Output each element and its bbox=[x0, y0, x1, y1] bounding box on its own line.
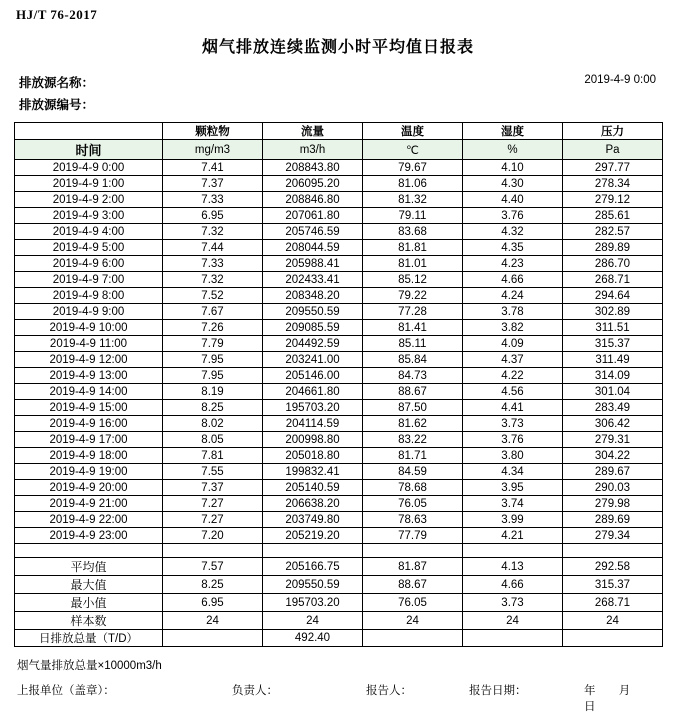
cell-pressure: 311.51 bbox=[563, 320, 663, 336]
footer-signature-row bbox=[14, 682, 662, 713]
cell-humidity: 4.21 bbox=[463, 528, 563, 544]
cell-humidity: 4.37 bbox=[463, 352, 563, 368]
cell-pressure: 301.04 bbox=[563, 384, 663, 400]
cell-flow: 205146.00 bbox=[263, 368, 363, 384]
cell-humidity: 3.99 bbox=[463, 512, 563, 528]
cell-time: 2019-4-9 1:00 bbox=[15, 176, 163, 192]
table-unit-row bbox=[15, 140, 663, 160]
summary-particulate: 24 bbox=[163, 612, 263, 630]
table-row bbox=[15, 192, 663, 208]
footer-note: 烟气量排放总量×10000m3/h bbox=[17, 660, 162, 672]
table-row bbox=[15, 256, 663, 272]
footer-responsible: 负责人： bbox=[232, 685, 278, 697]
cell-flow: 195703.20 bbox=[263, 400, 363, 416]
table-row bbox=[15, 352, 663, 368]
table-row bbox=[15, 480, 663, 496]
cell-pressure: 289.69 bbox=[563, 512, 663, 528]
summary-label: 最大值 bbox=[15, 576, 163, 594]
cell-temperature: 81.01 bbox=[363, 256, 463, 272]
cell-time: 2019-4-9 2:00 bbox=[15, 192, 163, 208]
cell-temperature: 84.59 bbox=[363, 464, 463, 480]
cell-pressure: 315.37 bbox=[563, 336, 663, 352]
cell-temperature: 79.11 bbox=[363, 208, 463, 224]
table-row bbox=[15, 208, 663, 224]
cell-humidity: 4.22 bbox=[463, 368, 563, 384]
footer-report-unit: 上报单位（盖章）： bbox=[17, 685, 115, 697]
cell-flow: 200998.80 bbox=[263, 432, 363, 448]
cell-time: 2019-4-9 21:00 bbox=[15, 496, 163, 512]
summary-pressure: 292.58 bbox=[563, 558, 663, 576]
standard-code: HJ/T 76-2017 bbox=[16, 7, 98, 22]
daily-total-value: 492.40 bbox=[263, 630, 363, 647]
summary-humidity: 3.73 bbox=[463, 594, 563, 612]
cell-particulate: 7.27 bbox=[163, 512, 263, 528]
cell-time: 2019-4-9 8:00 bbox=[15, 288, 163, 304]
cell-humidity: 4.35 bbox=[463, 240, 563, 256]
summary-row-daily-total bbox=[15, 630, 663, 647]
summary-flow: 195703.20 bbox=[263, 594, 363, 612]
measurement-table bbox=[14, 122, 663, 647]
header-cell-pressure: 压力 bbox=[563, 123, 663, 140]
summary-flow: 205166.75 bbox=[263, 558, 363, 576]
daily-total-blank-1 bbox=[163, 630, 263, 647]
table-row bbox=[15, 528, 663, 544]
cell-pressure: 279.98 bbox=[563, 496, 663, 512]
cell-particulate: 7.95 bbox=[163, 352, 263, 368]
cell-pressure: 278.34 bbox=[563, 176, 663, 192]
cell-humidity: 4.24 bbox=[463, 288, 563, 304]
header-cell-flow: 流量 bbox=[263, 123, 363, 140]
cell-humidity: 4.23 bbox=[463, 256, 563, 272]
summary-humidity: 4.13 bbox=[463, 558, 563, 576]
cell-particulate: 7.32 bbox=[163, 272, 263, 288]
cell-temperature: 78.63 bbox=[363, 512, 463, 528]
cell-flow: 203749.80 bbox=[263, 512, 363, 528]
cell-temperature: 85.84 bbox=[363, 352, 463, 368]
cell-particulate: 7.37 bbox=[163, 176, 263, 192]
summary-temperature: 24 bbox=[363, 612, 463, 630]
cell-temperature: 79.22 bbox=[363, 288, 463, 304]
cell-flow: 204114.59 bbox=[263, 416, 363, 432]
cell-time: 2019-4-9 5:00 bbox=[15, 240, 163, 256]
cell-humidity: 4.34 bbox=[463, 464, 563, 480]
table-row bbox=[15, 384, 663, 400]
cell-time: 2019-4-9 11:00 bbox=[15, 336, 163, 352]
summary-temperature: 76.05 bbox=[363, 594, 463, 612]
summary-pressure: 268.71 bbox=[563, 594, 663, 612]
cell-particulate: 7.27 bbox=[163, 496, 263, 512]
cell-humidity: 4.66 bbox=[463, 272, 563, 288]
header-cell-blank bbox=[15, 123, 163, 140]
cell-time: 2019-4-9 16:00 bbox=[15, 416, 163, 432]
cell-time: 2019-4-9 19:00 bbox=[15, 464, 163, 480]
summary-label: 平均值 bbox=[15, 558, 163, 576]
cell-particulate: 7.37 bbox=[163, 480, 263, 496]
cell-temperature: 81.71 bbox=[363, 448, 463, 464]
table-row bbox=[15, 304, 663, 320]
summary-row-sample-count bbox=[15, 612, 663, 630]
cell-pressure: 302.89 bbox=[563, 304, 663, 320]
unit-cell-temperature: ℃ bbox=[363, 140, 463, 160]
daily-total-blank-3 bbox=[463, 630, 563, 647]
cell-time: 2019-4-9 4:00 bbox=[15, 224, 163, 240]
cell-humidity: 3.73 bbox=[463, 416, 563, 432]
cell-particulate: 7.20 bbox=[163, 528, 263, 544]
summary-flow: 209550.59 bbox=[263, 576, 363, 594]
cell-particulate: 7.32 bbox=[163, 224, 263, 240]
cell-flow: 209550.59 bbox=[263, 304, 363, 320]
cell-pressure: 290.03 bbox=[563, 480, 663, 496]
table-row bbox=[15, 496, 663, 512]
cell-time: 2019-4-9 14:00 bbox=[15, 384, 163, 400]
cell-temperature: 76.05 bbox=[363, 496, 463, 512]
summary-flow: 24 bbox=[263, 612, 363, 630]
cell-time: 2019-4-9 18:00 bbox=[15, 448, 163, 464]
cell-time: 2019-4-9 22:00 bbox=[15, 512, 163, 528]
cell-pressure: 282.57 bbox=[563, 224, 663, 240]
cell-particulate: 8.19 bbox=[163, 384, 263, 400]
cell-pressure: 304.22 bbox=[563, 448, 663, 464]
cell-particulate: 7.95 bbox=[163, 368, 263, 384]
cell-temperature: 81.32 bbox=[363, 192, 463, 208]
cell-time: 2019-4-9 0:00 bbox=[15, 160, 163, 176]
cell-temperature: 85.11 bbox=[363, 336, 463, 352]
cell-time: 2019-4-9 23:00 bbox=[15, 528, 163, 544]
cell-flow: 208044.59 bbox=[263, 240, 363, 256]
cell-time: 2019-4-9 9:00 bbox=[15, 304, 163, 320]
cell-particulate: 7.41 bbox=[163, 160, 263, 176]
summary-temperature: 81.87 bbox=[363, 558, 463, 576]
cell-flow: 205018.80 bbox=[263, 448, 363, 464]
cell-particulate: 7.52 bbox=[163, 288, 263, 304]
table-row bbox=[15, 272, 663, 288]
cell-time: 2019-4-9 3:00 bbox=[15, 208, 163, 224]
cell-humidity: 3.95 bbox=[463, 480, 563, 496]
unit-cell-particulate: mg/m3 bbox=[163, 140, 263, 160]
cell-flow: 204492.59 bbox=[263, 336, 363, 352]
summary-pressure: 24 bbox=[563, 612, 663, 630]
cell-humidity: 4.32 bbox=[463, 224, 563, 240]
cell-temperature: 79.67 bbox=[363, 160, 463, 176]
table-row bbox=[15, 288, 663, 304]
cell-temperature: 81.41 bbox=[363, 320, 463, 336]
page-title: 烟气排放连续监测小时平均值日报表 bbox=[201, 39, 474, 56]
cell-humidity: 3.80 bbox=[463, 448, 563, 464]
cell-particulate: 7.67 bbox=[163, 304, 263, 320]
cell-humidity: 3.82 bbox=[463, 320, 563, 336]
summary-particulate: 6.95 bbox=[163, 594, 263, 612]
summary-particulate: 8.25 bbox=[163, 576, 263, 594]
cell-pressure: 311.49 bbox=[563, 352, 663, 368]
cell-particulate: 7.33 bbox=[163, 256, 263, 272]
footer-ymd: 年 月 日 bbox=[584, 685, 641, 713]
cell-temperature: 81.06 bbox=[363, 176, 463, 192]
summary-humidity: 24 bbox=[463, 612, 563, 630]
cell-pressure: 297.77 bbox=[563, 160, 663, 176]
footer-reporter: 报告人： bbox=[366, 685, 412, 697]
cell-humidity: 3.78 bbox=[463, 304, 563, 320]
summary-row-max bbox=[15, 576, 663, 594]
cell-humidity: 4.56 bbox=[463, 384, 563, 400]
cell-particulate: 7.79 bbox=[163, 336, 263, 352]
daily-total-blank-2 bbox=[363, 630, 463, 647]
summary-pressure: 315.37 bbox=[563, 576, 663, 594]
cell-flow: 203241.00 bbox=[263, 352, 363, 368]
cell-time: 2019-4-9 6:00 bbox=[15, 256, 163, 272]
cell-flow: 208843.80 bbox=[263, 160, 363, 176]
summary-label: 样本数 bbox=[15, 612, 163, 630]
table-row bbox=[15, 512, 663, 528]
cell-temperature: 88.67 bbox=[363, 384, 463, 400]
table-row bbox=[15, 368, 663, 384]
cell-temperature: 83.68 bbox=[363, 224, 463, 240]
cell-flow: 205988.41 bbox=[263, 256, 363, 272]
cell-particulate: 7.26 bbox=[163, 320, 263, 336]
table-row bbox=[15, 416, 663, 432]
cell-temperature: 81.81 bbox=[363, 240, 463, 256]
cell-temperature: 81.62 bbox=[363, 416, 463, 432]
summary-humidity: 4.66 bbox=[463, 576, 563, 594]
cell-flow: 205140.59 bbox=[263, 480, 363, 496]
cell-humidity: 4.09 bbox=[463, 336, 563, 352]
cell-temperature: 77.79 bbox=[363, 528, 463, 544]
cell-particulate: 7.44 bbox=[163, 240, 263, 256]
cell-pressure: 289.89 bbox=[563, 240, 663, 256]
summary-label: 最小值 bbox=[15, 594, 163, 612]
cell-temperature: 85.12 bbox=[363, 272, 463, 288]
table-row bbox=[15, 240, 663, 256]
cell-flow: 204661.80 bbox=[263, 384, 363, 400]
cell-particulate: 7.33 bbox=[163, 192, 263, 208]
unit-cell-flow: m3/h bbox=[263, 140, 363, 160]
table-row bbox=[15, 400, 663, 416]
cell-time: 2019-4-9 17:00 bbox=[15, 432, 163, 448]
table-header-row bbox=[15, 123, 663, 140]
cell-pressure: 285.61 bbox=[563, 208, 663, 224]
cell-particulate: 6.95 bbox=[163, 208, 263, 224]
cell-time: 2019-4-9 13:00 bbox=[15, 368, 163, 384]
cell-pressure: 289.67 bbox=[563, 464, 663, 480]
table-row bbox=[15, 432, 663, 448]
table-row bbox=[15, 336, 663, 352]
table-spacer-row bbox=[15, 544, 663, 558]
header-cell-particulate: 颗粒物 bbox=[163, 123, 263, 140]
cell-flow: 209085.59 bbox=[263, 320, 363, 336]
source-name-row bbox=[14, 73, 662, 91]
cell-time: 2019-4-9 20:00 bbox=[15, 480, 163, 496]
table-row bbox=[15, 176, 663, 192]
cell-flow: 207061.80 bbox=[263, 208, 363, 224]
cell-time: 2019-4-9 10:00 bbox=[15, 320, 163, 336]
summary-particulate: 7.57 bbox=[163, 558, 263, 576]
cell-pressure: 279.31 bbox=[563, 432, 663, 448]
table-row bbox=[15, 448, 663, 464]
summary-row-min bbox=[15, 594, 663, 612]
cell-time: 2019-4-9 15:00 bbox=[15, 400, 163, 416]
summary-row-average bbox=[15, 558, 663, 576]
cell-particulate: 7.81 bbox=[163, 448, 263, 464]
cell-humidity: 3.76 bbox=[463, 432, 563, 448]
cell-flow: 205219.20 bbox=[263, 528, 363, 544]
cell-humidity: 4.40 bbox=[463, 192, 563, 208]
cell-flow: 206638.20 bbox=[263, 496, 363, 512]
cell-temperature: 77.28 bbox=[363, 304, 463, 320]
report-datetime: 2019-4-9 0:00 bbox=[584, 74, 656, 86]
cell-humidity: 3.74 bbox=[463, 496, 563, 512]
cell-flow: 202433.41 bbox=[263, 272, 363, 288]
cell-pressure: 306.42 bbox=[563, 416, 663, 432]
cell-flow: 208846.80 bbox=[263, 192, 363, 208]
header-cell-temperature: 温度 bbox=[363, 123, 463, 140]
cell-pressure: 286.70 bbox=[563, 256, 663, 272]
table-row bbox=[15, 464, 663, 480]
cell-humidity: 4.10 bbox=[463, 160, 563, 176]
cell-temperature: 87.50 bbox=[363, 400, 463, 416]
cell-particulate: 8.25 bbox=[163, 400, 263, 416]
summary-temperature: 88.67 bbox=[363, 576, 463, 594]
cell-temperature: 84.73 bbox=[363, 368, 463, 384]
cell-pressure: 314.09 bbox=[563, 368, 663, 384]
cell-particulate: 7.55 bbox=[163, 464, 263, 480]
cell-flow: 199832.41 bbox=[263, 464, 363, 480]
table-row bbox=[15, 224, 663, 240]
cell-pressure: 279.12 bbox=[563, 192, 663, 208]
cell-time: 2019-4-9 7:00 bbox=[15, 272, 163, 288]
daily-total-label: 日排放总量（T/D） bbox=[15, 630, 163, 647]
cell-humidity: 4.41 bbox=[463, 400, 563, 416]
table-row bbox=[15, 320, 663, 336]
cell-pressure: 283.49 bbox=[563, 400, 663, 416]
cell-pressure: 268.71 bbox=[563, 272, 663, 288]
cell-humidity: 4.30 bbox=[463, 176, 563, 192]
cell-temperature: 83.22 bbox=[363, 432, 463, 448]
unit-cell-pressure: Pa bbox=[563, 140, 663, 160]
table-row bbox=[15, 160, 663, 176]
cell-particulate: 8.02 bbox=[163, 416, 263, 432]
header-cell-humidity: 湿度 bbox=[463, 123, 563, 140]
cell-humidity: 3.76 bbox=[463, 208, 563, 224]
unit-cell-time: 时间 bbox=[15, 140, 163, 160]
cell-flow: 206095.20 bbox=[263, 176, 363, 192]
source-code-label: 排放源编号： bbox=[19, 98, 95, 112]
cell-pressure: 294.64 bbox=[563, 288, 663, 304]
cell-time: 2019-4-9 12:00 bbox=[15, 352, 163, 368]
source-code-row bbox=[14, 95, 662, 113]
source-name-label: 排放源名称： bbox=[19, 76, 95, 90]
cell-flow: 205746.59 bbox=[263, 224, 363, 240]
unit-cell-humidity: % bbox=[463, 140, 563, 160]
cell-temperature: 78.68 bbox=[363, 480, 463, 496]
cell-particulate: 8.05 bbox=[163, 432, 263, 448]
cell-pressure: 279.34 bbox=[563, 528, 663, 544]
daily-total-blank-4 bbox=[563, 630, 663, 647]
cell-flow: 208348.20 bbox=[263, 288, 363, 304]
footer-report-date: 报告日期： bbox=[469, 685, 527, 697]
